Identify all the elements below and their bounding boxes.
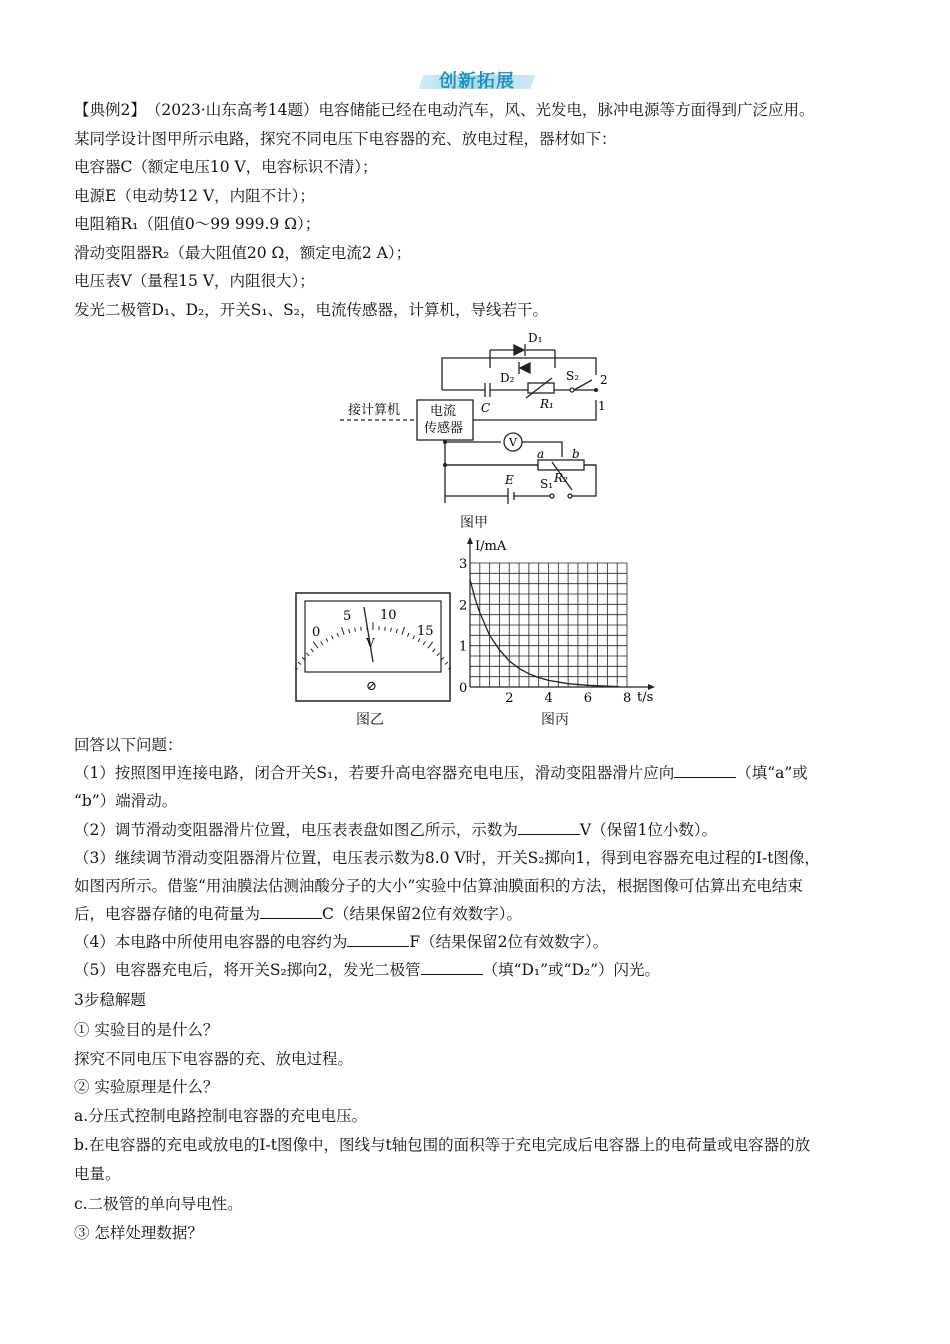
- label-v: V: [509, 436, 517, 449]
- chart-ytick-label: 3: [459, 557, 468, 572]
- question-2: [74, 820, 717, 840]
- step-2-point-c: c.二极管的单向导电性。: [74, 1195, 243, 1213]
- question-5: [74, 960, 660, 980]
- question-1-cont: “b”）端滑动。: [74, 792, 178, 810]
- question-3: [74, 904, 522, 924]
- label-pos2: 2: [600, 373, 608, 387]
- material-resistor-box: 电阻箱R₁（阻值0～99 999.9 Ω）；: [74, 215, 321, 233]
- chart-xtick-label: 2: [505, 691, 514, 706]
- meter-tick-10: 10: [380, 608, 397, 623]
- question-5-tail: （填“D₁”或“D₂”）闪光。: [482, 961, 661, 979]
- label-s2: S₂: [566, 369, 580, 383]
- caption-chart: 图丙: [541, 712, 569, 728]
- meter-unit: V: [366, 636, 375, 650]
- label-e: E: [505, 473, 514, 487]
- label-pos1: 1: [598, 399, 606, 413]
- material-rheostat: 滑动变阻器R₂（最大阻值20 Ω，额定电流2 A）；: [74, 244, 412, 262]
- questions-lead: 回答以下问题：: [74, 736, 183, 754]
- caption-circuit: 图甲: [460, 515, 488, 531]
- step-1-answer: 探究不同电压下电容器的充、放电过程。: [74, 1050, 354, 1068]
- label-a: a: [537, 447, 545, 461]
- question-4: [74, 932, 608, 952]
- question-3-line1: （3）继续调节滑动变阻器滑片位置，电压表示数为8.0 V时，开关S₂掷向1，得到电容器充电过程的I-t图像，: [74, 849, 820, 867]
- meter-tick-5: 5: [343, 609, 352, 624]
- meter-tick-mark: [385, 627, 386, 631]
- material-capacitor: 电容器C（额定电压10 V，电容标识不清）；: [74, 158, 378, 176]
- label-b: b: [572, 447, 580, 461]
- label-s1: S₁: [540, 477, 554, 491]
- chart-curve: [470, 580, 619, 687]
- step-2-question: ② 实验原理是什么？: [74, 1078, 219, 1096]
- meter-tick-15: 15: [417, 624, 434, 639]
- chart-ytick-label: 1: [459, 639, 468, 655]
- label-sensor-2: 传感器: [424, 421, 464, 436]
- question-1-text: （1）按照图甲连接电路，闭合开关S₁，若要升高电容器充电电压，滑动变阻器滑片应向: [74, 764, 675, 782]
- material-others: 发光二极管D₁、D₂，开关S₁、S₂，电流传感器，计算机，导线若干。: [74, 301, 548, 319]
- answer-blank-5: [421, 960, 483, 975]
- label-r2: R₂: [554, 471, 568, 485]
- question-5-text: （5）电容器充电后，将开关S₂掷向2，发光二极管: [74, 961, 421, 979]
- banner-label: 创新拓展: [439, 71, 515, 92]
- question-2-tail: V（保留1位小数）。: [579, 821, 718, 839]
- label-r1: R₁: [540, 397, 554, 411]
- intro-line-2: 某同学设计图甲所示电路，探究不同电压下电容器的充、放电过程，器材如下：: [74, 130, 617, 148]
- answer-blank-1: [674, 763, 736, 778]
- label-c: C: [481, 401, 491, 415]
- label-d2: D₂: [500, 371, 515, 385]
- chart-xtick-label: 8: [623, 691, 632, 706]
- circuit-diagram: [340, 330, 620, 510]
- question-3-line2: 如图丙所示。借鉴“用油膜法估测油酸分子的大小”实验中估算油膜面积的方法，根据图像可估算出充电结束: [74, 877, 803, 895]
- section-banner: [415, 66, 539, 92]
- question-4-tail: F（结果保留2位有效数字）。: [409, 933, 609, 951]
- intro-line-1: 【典例2】 （2023·山东高考14题）电容储能已经在电动汽车，风、光发电，脉冲电源等方面得到广泛应用。: [74, 101, 815, 119]
- question-1-hint: （填“a”或: [736, 764, 808, 782]
- material-source: 电源E（电动势12 V，内阻不计）；: [74, 187, 315, 205]
- voltmeter-dial: [295, 592, 451, 702]
- label-d1: D₁: [528, 331, 543, 345]
- step-1-question: ① 实验目的是什么？: [74, 1021, 219, 1039]
- it-chart: [455, 535, 665, 710]
- answer-blank-2: [518, 820, 580, 835]
- question-4-text: （4）本电路中所使用电容器的电容约为: [74, 933, 348, 951]
- answer-blank-4: [347, 932, 409, 947]
- chart-xtick-label: 4: [544, 691, 553, 706]
- material-voltmeter: 电压表V（量程15 V，内阻很大）；: [74, 272, 315, 290]
- question-3-text: 后，电容器存储的电荷量为: [74, 905, 261, 923]
- steps-title: 3步稳解题: [74, 991, 146, 1009]
- question-1: [74, 763, 808, 783]
- step-2-point-b-cont: 电量。: [74, 1165, 121, 1183]
- caption-meter: 图乙: [356, 712, 384, 728]
- step-3-question: ③ 怎样处理数据？: [74, 1224, 203, 1242]
- answer-blank-3: [260, 904, 322, 919]
- chart-xtick-label: 6: [583, 691, 593, 706]
- meter-zero-icon: ⊘: [366, 679, 377, 694]
- label-sensor-1: 电流: [430, 404, 457, 419]
- label-computer: 接计算机: [348, 403, 401, 418]
- meter-tick-mark: [361, 627, 362, 631]
- chart-xlabel: t/s: [637, 690, 654, 705]
- step-2-point-b: b.在电容器的充电或放电的I-t图像中，图线与t轴包围的面积等于充电完成后电容器上的电荷量或电容器的放: [74, 1136, 811, 1154]
- chart-ylabel: I/mA: [475, 539, 507, 554]
- chart-ytick-label: 2: [459, 598, 468, 614]
- meter-tick-0: 0: [312, 625, 321, 640]
- question-2-text: （2）调节滑动变阻器滑片位置，电压表表盘如图乙所示，示数为: [74, 821, 518, 839]
- question-3-tail: C（结果保留2位有效数字）。: [322, 905, 522, 923]
- step-2-point-a: a.分压式控制电路控制电容器的充电电压。: [74, 1107, 368, 1125]
- chart-ytick-label: 0: [459, 681, 468, 696]
